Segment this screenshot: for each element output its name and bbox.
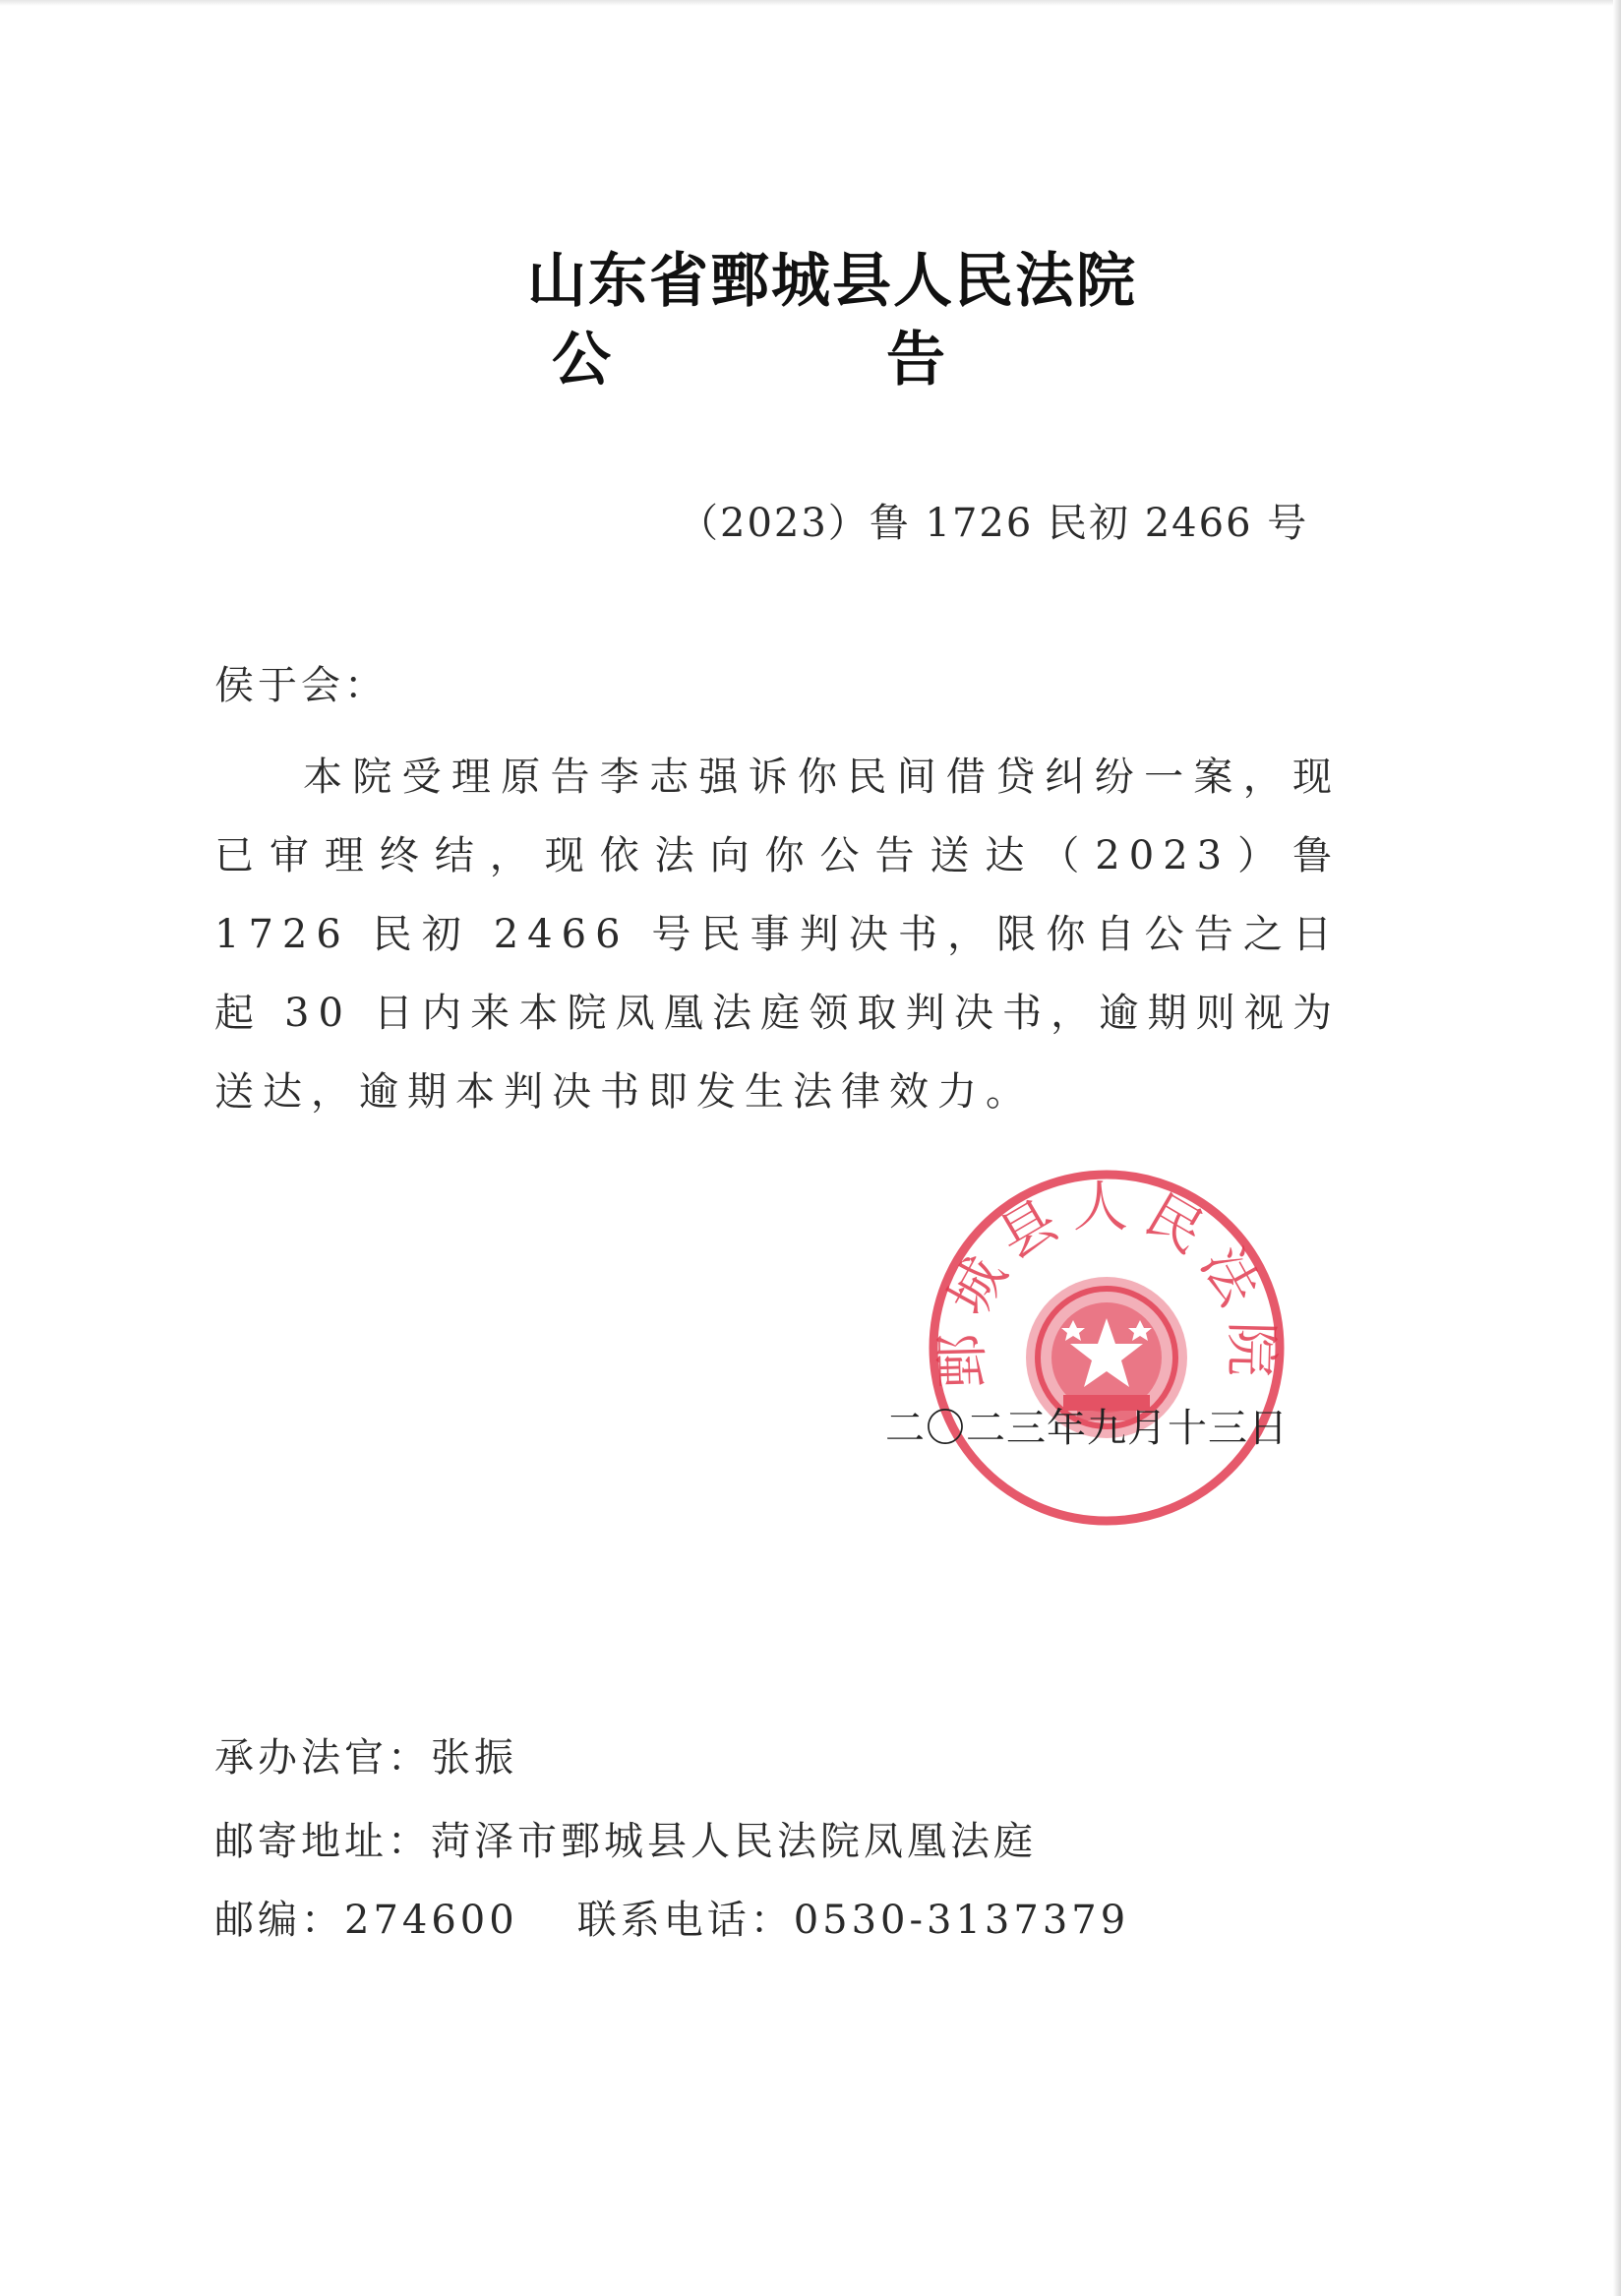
- notice-date: 二〇二三年九月十三日: [885, 1406, 1289, 1451]
- address-label: 邮寄地址：: [214, 1819, 431, 1864]
- scan-edge-right: [1613, 0, 1621, 2296]
- address-value: 菏泽市鄄城县人民法院凤凰法庭: [431, 1819, 1037, 1864]
- scan-edge-top: [0, 0, 1621, 6]
- footer-address: [214, 1810, 1037, 1866]
- court-title: 山东省鄄城县人民法院: [527, 247, 1137, 316]
- judge-label: 承办法官：: [214, 1735, 431, 1781]
- notice-body: 本院受理原告李志强诉你民间借贷纠纷一案，现已审理终结，现依法向你公告送达（2023）鲁 1726 民初 2466 号民事判决书，限你自公告之日起 30 日内来本院凤凰法庭领取判决书，逾期则视为送达，逾期本判决书即发生法律效力。: [214, 755, 1341, 1115]
- footer-postal: [214, 1889, 1129, 1945]
- judge-name: 张振: [431, 1735, 517, 1781]
- postal-label: 邮编：: [214, 1898, 344, 1943]
- postal-value: 274600: [344, 1898, 518, 1943]
- addressee: 侯于会：: [214, 663, 388, 708]
- seal-ring-text: 鄄城县人民法院: [930, 1175, 1284, 1390]
- notice-title: 公 告: [552, 326, 1053, 394]
- footer-judge: [214, 1726, 517, 1782]
- case-number: （2023）鲁 1726 民初 2466 号: [679, 501, 1309, 546]
- phone-value: 0530-3137379: [793, 1898, 1130, 1943]
- phone-label: 联系电话：: [576, 1898, 794, 1943]
- court-seal-icon: [920, 1161, 1293, 1535]
